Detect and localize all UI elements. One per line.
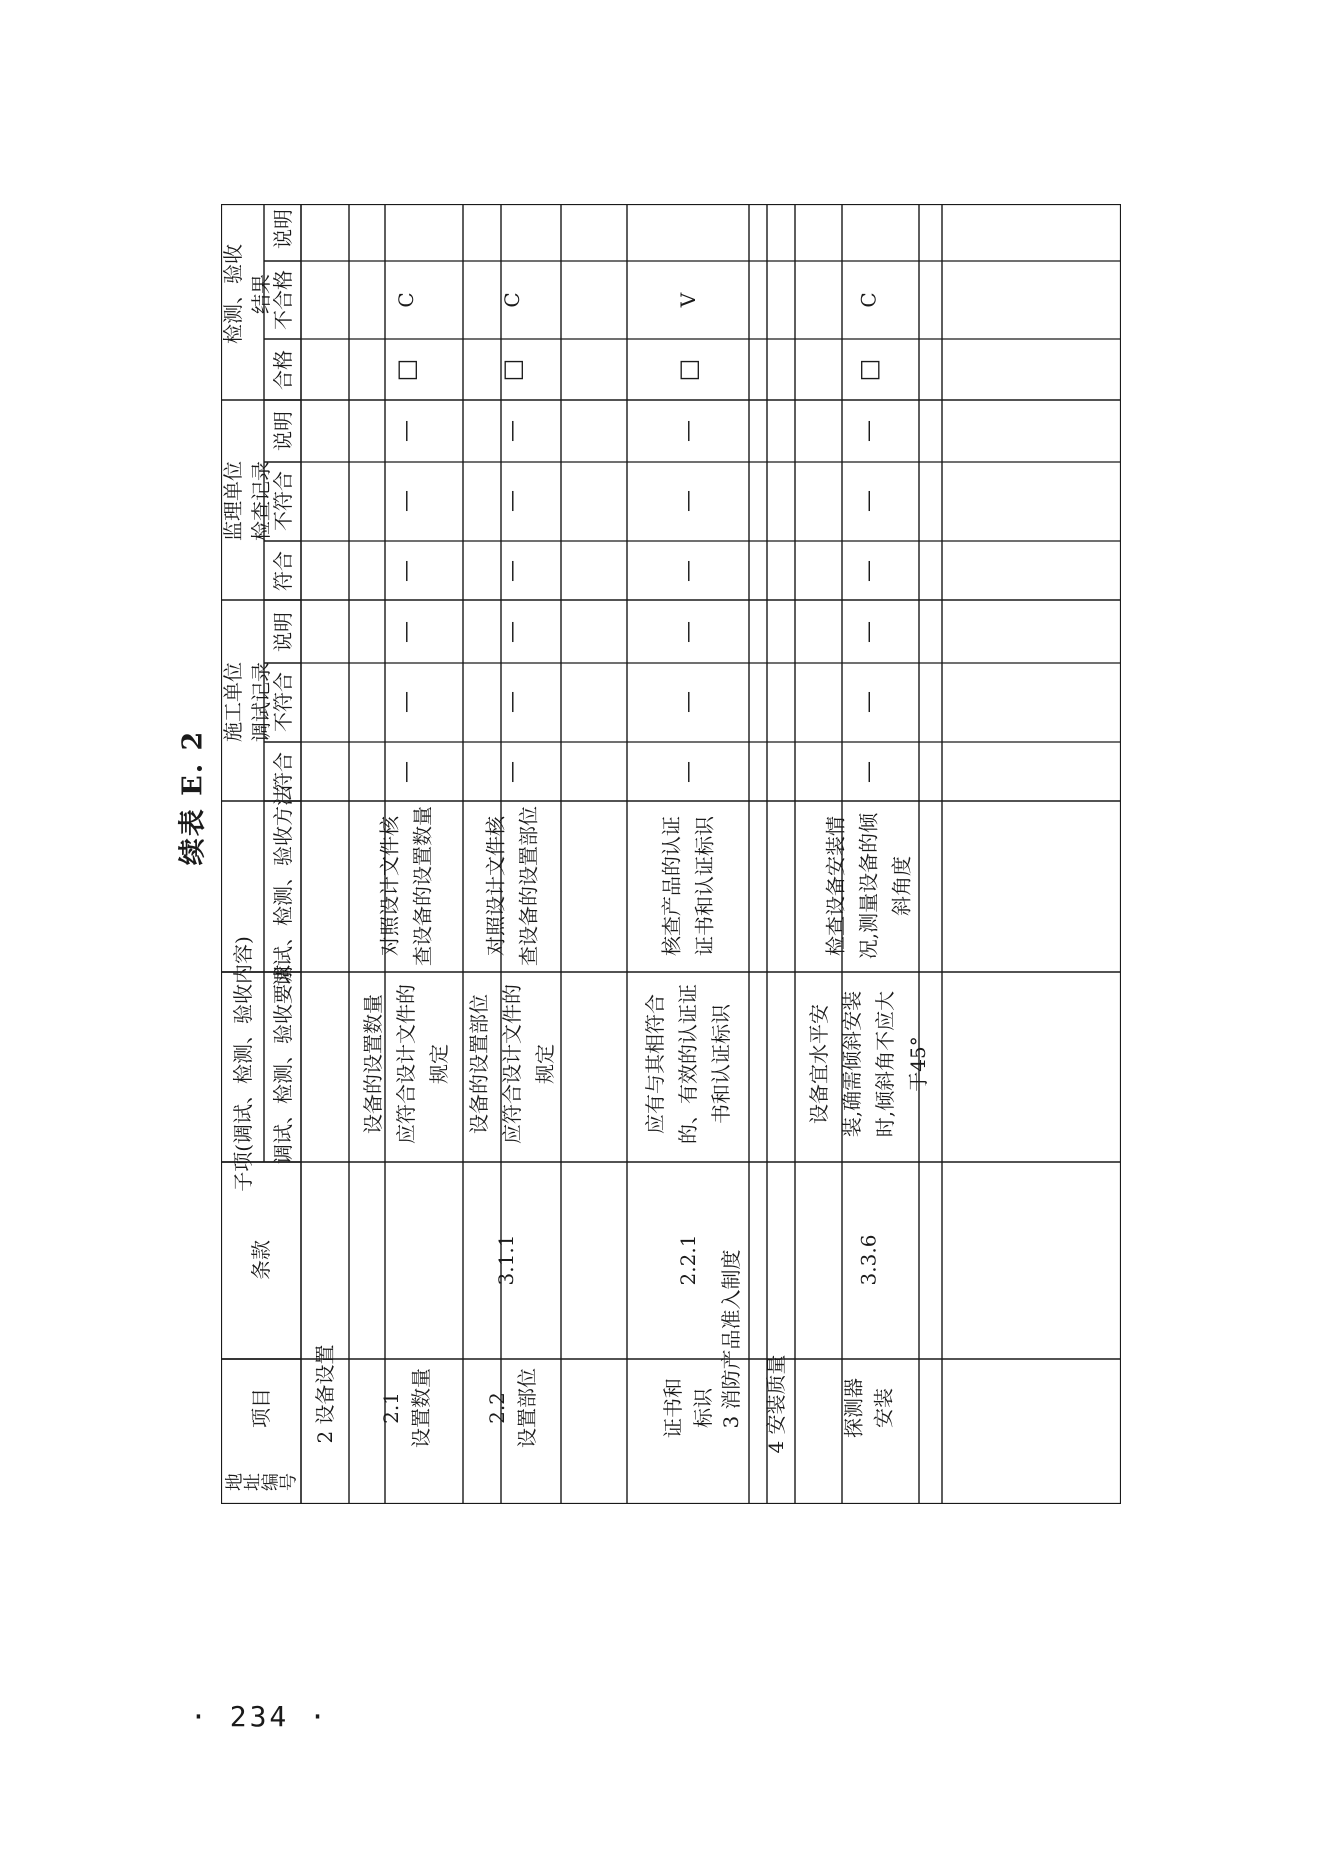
project-cell: 探测器 xyxy=(841,1378,866,1438)
section-install-quality: 4 安装质量 xyxy=(764,1354,788,1454)
dash-mark: — xyxy=(675,621,701,643)
method-cell: 况,测量设备的倾 xyxy=(856,812,881,960)
dash-mark: — xyxy=(856,490,881,512)
qualified-checkbox: □ xyxy=(392,358,420,382)
requirement-cell: 设备的设置部位 xyxy=(467,994,491,1134)
dash-mark: — xyxy=(499,691,525,713)
method-cell: 对照设计文件核 xyxy=(483,816,508,956)
supervision-header: 检查记录 xyxy=(249,461,273,541)
unqualified-mark: C xyxy=(500,292,524,308)
project-header: 项目 xyxy=(249,1388,273,1428)
dash-mark: — xyxy=(393,691,419,713)
construction-note-header: 说明 xyxy=(271,612,295,652)
requirement-header: 调试、检测、验收要求 xyxy=(271,964,295,1164)
dash-mark: — xyxy=(499,560,525,582)
dash-mark: — xyxy=(856,621,881,643)
method-cell: 对照设计文件核 xyxy=(377,816,402,956)
unqualified-mark: C xyxy=(856,292,881,308)
address-no-header: 地 xyxy=(224,1473,246,1491)
qualified-checkbox: □ xyxy=(674,358,702,382)
inspection-table xyxy=(221,204,1121,1504)
dash-mark: — xyxy=(499,490,525,512)
requirement-cell: 应符合设计文件的 xyxy=(500,984,524,1144)
dash-mark: — xyxy=(499,621,525,643)
requirement-cell: 装,确需倾斜安装 xyxy=(840,990,864,1138)
requirement-cell: 设备宜水平安 xyxy=(807,1004,831,1124)
table-title: 续表 E. 2 xyxy=(177,729,209,865)
dash-mark: — xyxy=(675,691,701,713)
qualified-checkbox: □ xyxy=(498,358,526,382)
method-cell: 查设备的设置数量 xyxy=(410,806,435,966)
dash-mark: — xyxy=(675,761,701,783)
acceptance-note-header: 说明 xyxy=(271,209,295,249)
dash-mark: — xyxy=(675,420,701,442)
requirement-cell: 规定 xyxy=(427,1044,451,1084)
page-number: · 234 · xyxy=(190,1700,330,1733)
dash-mark: — xyxy=(856,761,881,783)
requirement-cell: 时,倾斜角不应大 xyxy=(873,990,897,1138)
qualified-checkbox: □ xyxy=(854,358,883,382)
dash-mark: — xyxy=(393,621,419,643)
construction-header: 施工单位 xyxy=(221,662,245,742)
dash-mark: — xyxy=(393,420,419,442)
clause-cell-merged: 3.1.1 xyxy=(494,1234,518,1286)
requirement-cell: 应有与其相符合 xyxy=(643,994,667,1134)
dash-mark: — xyxy=(856,560,881,582)
dash-mark: — xyxy=(856,691,881,713)
project-cell: 设置数量 xyxy=(409,1368,433,1448)
requirement-cell: 的、有效的认证证 xyxy=(676,984,700,1144)
qualified-header: 合格 xyxy=(271,350,295,390)
construction-conform-header: 符合 xyxy=(271,752,295,792)
dash-mark: — xyxy=(856,420,881,442)
clause-cell: 2.2.1 xyxy=(676,1234,700,1286)
section-equipment-setup: 2 设备设置 xyxy=(313,1344,337,1444)
dash-mark: — xyxy=(499,420,525,442)
project-cell: 标识 xyxy=(691,1388,715,1428)
method-cell: 核查产品的认证 xyxy=(659,816,684,956)
requirement-cell: 应符合设计文件的 xyxy=(394,984,418,1144)
acceptance-result-header: 检测、验收 xyxy=(221,244,245,344)
clause-header: 条款 xyxy=(249,1240,273,1280)
address-no-header: 编 xyxy=(260,1473,282,1491)
requirement-cell: 于45° xyxy=(906,1036,930,1092)
subitem-header: 子项(调试、检测、验收内容) xyxy=(231,936,255,1192)
supervision-header: 监理单位 xyxy=(221,461,245,541)
supervision-nonconform-header: 不符合 xyxy=(271,471,295,531)
clause-cell: 3.3.6 xyxy=(856,1234,881,1286)
section-product-access: 3 消防产品准入制度 xyxy=(719,1249,743,1429)
dash-mark: — xyxy=(393,761,419,783)
dash-mark: — xyxy=(393,490,419,512)
dash-mark: — xyxy=(675,490,701,512)
project-cell: 安装 xyxy=(871,1388,896,1428)
construction-header: 调试记录 xyxy=(249,662,273,742)
dash-mark: — xyxy=(393,560,419,582)
dash-mark: — xyxy=(499,761,525,783)
supervision-note-header: 说明 xyxy=(271,411,295,451)
address-no-header: 号 xyxy=(278,1473,300,1491)
supervision-conform-header: 符合 xyxy=(271,551,295,591)
requirement-cell: 规定 xyxy=(533,1044,557,1084)
unqualified-header: 不合格 xyxy=(271,270,295,330)
project-cell: 2.1 xyxy=(379,1392,403,1424)
project-cell: 2.2 xyxy=(485,1392,509,1424)
method-cell: 查设备的设置部位 xyxy=(516,806,541,966)
address-no-header: 址 xyxy=(242,1473,264,1491)
project-cell: 证书和 xyxy=(661,1378,685,1438)
unqualified-mark: V xyxy=(676,292,700,308)
requirement-cell: 设备的设置数量 xyxy=(361,994,385,1134)
dash-mark: — xyxy=(675,560,701,582)
method-header: 调试、检测、验收方法 xyxy=(271,786,295,986)
method-cell: 检查设备安装情 xyxy=(823,816,848,956)
method-cell: 证书和认证标识 xyxy=(692,816,717,956)
acceptance-result-header: 结果 xyxy=(249,274,273,314)
requirement-cell: 书和认证标识 xyxy=(709,1004,733,1124)
method-cell: 斜角度 xyxy=(889,856,914,916)
construction-nonconform-header: 不符合 xyxy=(271,672,295,732)
unqualified-mark: C xyxy=(394,292,418,308)
project-cell: 设置部位 xyxy=(515,1368,539,1448)
